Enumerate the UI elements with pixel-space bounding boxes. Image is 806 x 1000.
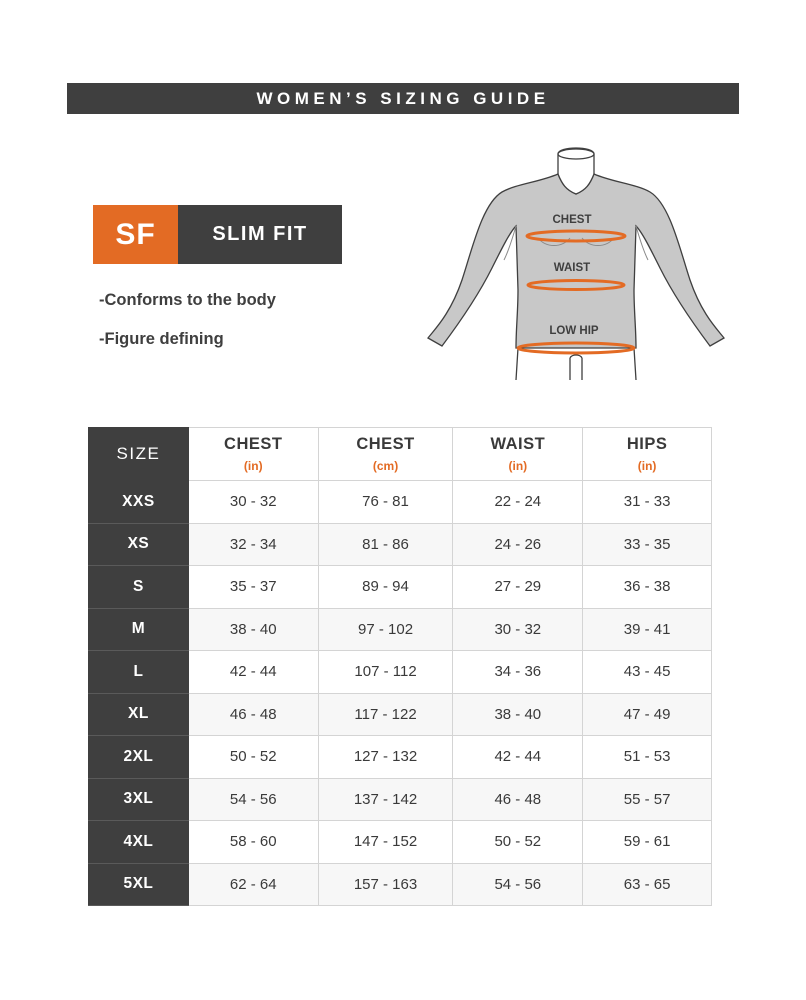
size-cell: L [89, 651, 189, 694]
size-cell: 2XL [89, 736, 189, 779]
measurement-cell: 47 - 49 [583, 693, 712, 736]
table-row [89, 863, 712, 906]
measurement-cell: 51 - 53 [583, 736, 712, 779]
column-unit: (in) [637, 459, 657, 473]
measurement-cell: 58 - 60 [188, 821, 318, 864]
size-cell: XXS [89, 481, 189, 524]
measurement-cell: 54 - 56 [453, 863, 583, 906]
measurement-cell: 147 - 152 [318, 821, 453, 864]
table-row [89, 693, 712, 736]
size-cell: S [89, 566, 189, 609]
measurement-cell: 30 - 32 [188, 481, 318, 524]
table-row [89, 821, 712, 864]
garment-shirt [428, 174, 724, 348]
size-cell: 3XL [89, 778, 189, 821]
measurement-cell: 55 - 57 [583, 778, 712, 821]
measurement-cell: 24 - 26 [453, 523, 583, 566]
size-cell: 4XL [89, 821, 189, 864]
size-cell: XS [89, 523, 189, 566]
size-table [88, 427, 712, 906]
measurement-cell: 27 - 29 [453, 566, 583, 609]
measurement-cell: 38 - 40 [188, 608, 318, 651]
table-row [89, 566, 712, 609]
fit-code: SF [93, 205, 178, 264]
measurement-cell: 81 - 86 [318, 523, 453, 566]
table-row [89, 778, 712, 821]
measurement-cell: 36 - 38 [583, 566, 712, 609]
table-row [89, 523, 712, 566]
measurement-cell: 107 - 112 [318, 651, 453, 694]
measurement-cell: 46 - 48 [188, 693, 318, 736]
fit-feature: -Conforms to the body [99, 291, 276, 309]
measurement-cell: 30 - 32 [453, 608, 583, 651]
measurement-cell: 59 - 61 [583, 821, 712, 864]
measurement-cell: 32 - 34 [188, 523, 318, 566]
table-row [89, 736, 712, 779]
measurement-cell: 31 - 33 [583, 481, 712, 524]
column-header [453, 428, 583, 481]
column-label: HIPS [626, 435, 668, 453]
measurement-cell: 137 - 142 [318, 778, 453, 821]
column-label: WAIST [490, 435, 546, 453]
column-header [318, 428, 453, 481]
column-header [188, 428, 318, 481]
measurement-cell: 43 - 45 [583, 651, 712, 694]
fit-feature: -Figure defining [99, 330, 224, 348]
measurement-cell: 35 - 37 [188, 566, 318, 609]
measurement-cell: 46 - 48 [453, 778, 583, 821]
size-cell: XL [89, 693, 189, 736]
measurement-figure [420, 140, 730, 385]
measurement-cell: 33 - 35 [583, 523, 712, 566]
measurement-cell: 34 - 36 [453, 651, 583, 694]
measurement-cell: 117 - 122 [318, 693, 453, 736]
measurement-cell: 38 - 40 [453, 693, 583, 736]
column-label: CHEST [356, 435, 415, 453]
column-unit: (in) [508, 459, 528, 473]
size-column-header: SIZE [89, 428, 189, 481]
table-header-row [89, 428, 712, 481]
measurement-cell: 157 - 163 [318, 863, 453, 906]
table-row [89, 651, 712, 694]
measurement-cell: 76 - 81 [318, 481, 453, 524]
chest-label: CHEST [552, 214, 592, 226]
measurement-cell: 63 - 65 [583, 863, 712, 906]
size-cell: 5XL [89, 863, 189, 906]
hip-label: LOW HIP [549, 325, 599, 337]
measurement-cell: 42 - 44 [188, 651, 318, 694]
measurement-cell: 42 - 44 [453, 736, 583, 779]
table-row [89, 481, 712, 524]
table-row [89, 608, 712, 651]
fit-badge [93, 205, 342, 264]
page-title: WOMEN’S SIZING GUIDE [67, 83, 739, 114]
measurement-cell: 89 - 94 [318, 566, 453, 609]
column-unit: (in) [243, 459, 263, 473]
measurement-cell: 50 - 52 [188, 736, 318, 779]
measurement-cell: 50 - 52 [453, 821, 583, 864]
measurement-cell: 127 - 132 [318, 736, 453, 779]
measurement-cell: 39 - 41 [583, 608, 712, 651]
waist-label: WAIST [553, 262, 591, 274]
size-cell: M [89, 608, 189, 651]
measurement-cell: 97 - 102 [318, 608, 453, 651]
measurement-cell: 22 - 24 [453, 481, 583, 524]
column-header [583, 428, 712, 481]
fit-name: SLIM FIT [178, 205, 342, 264]
measurement-cell: 54 - 56 [188, 778, 318, 821]
column-label: CHEST [224, 435, 283, 453]
column-unit: (cm) [372, 459, 399, 473]
measurement-cell: 62 - 64 [188, 863, 318, 906]
